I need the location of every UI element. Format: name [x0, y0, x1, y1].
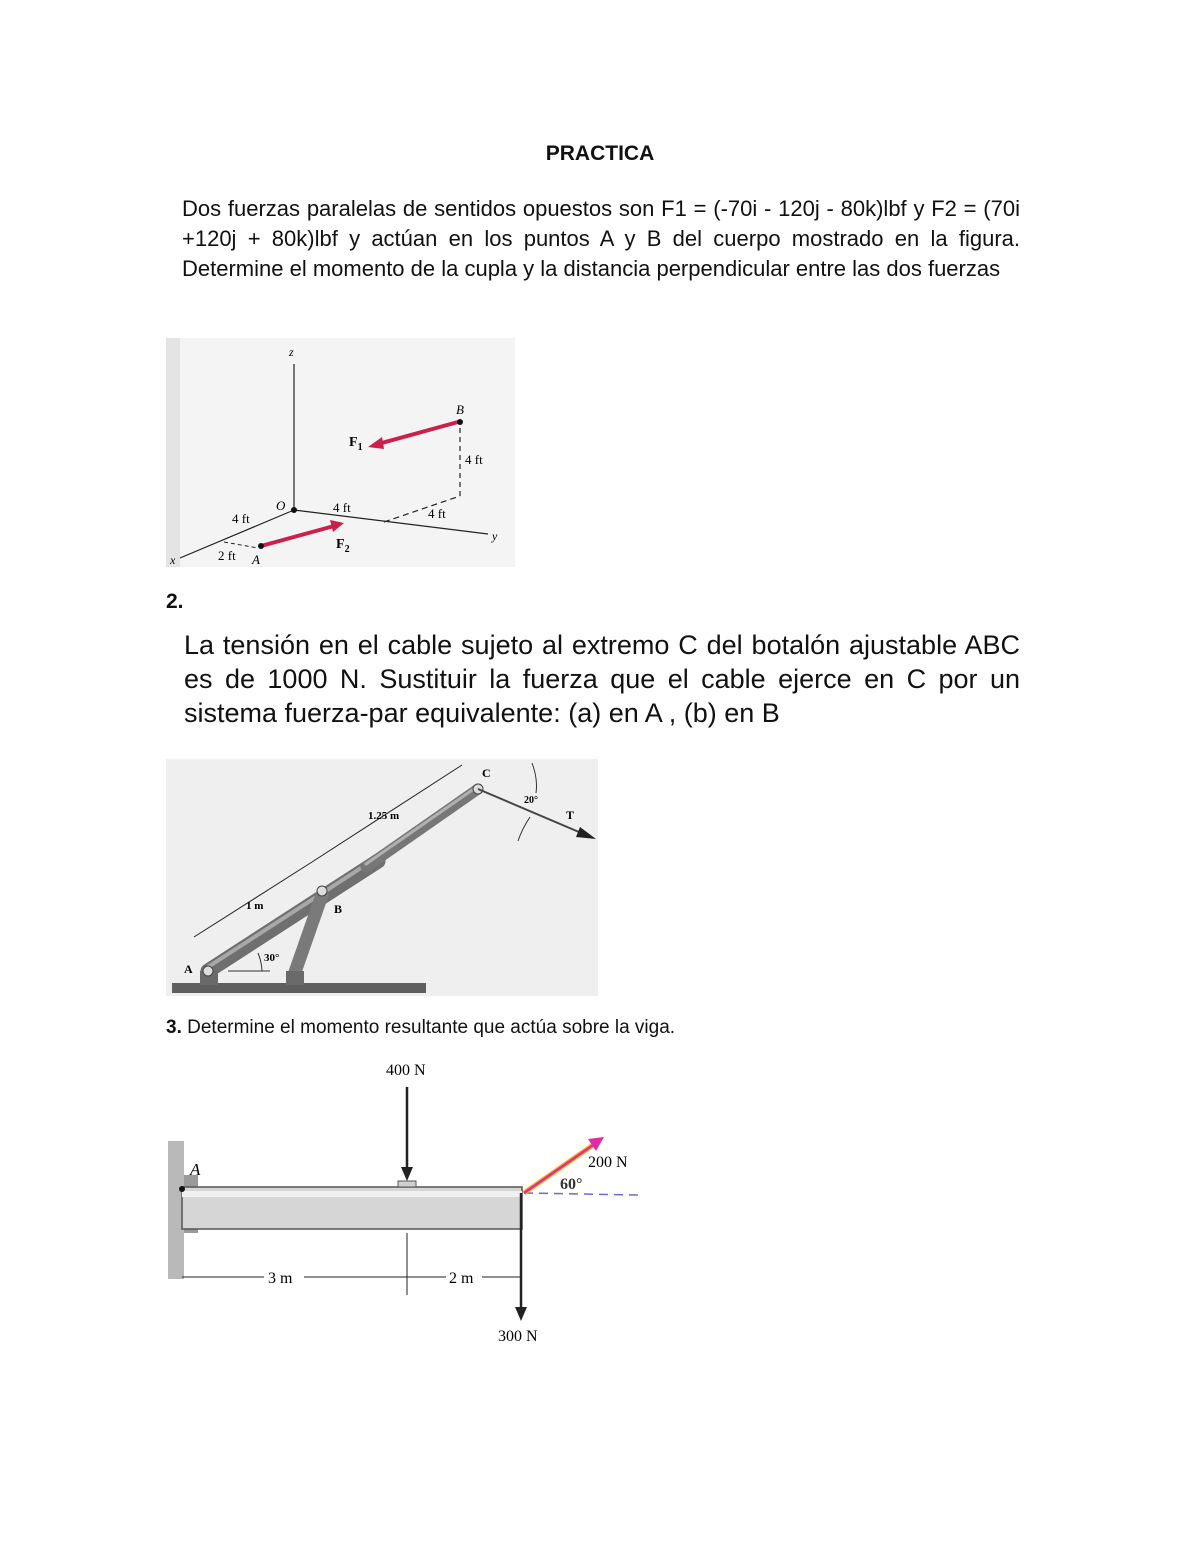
dim-2ft: 2 ft [218, 548, 236, 563]
reference-dash-line [524, 1193, 638, 1195]
label-a: A [252, 552, 260, 567]
dim-4ft-x: 4 ft [232, 511, 250, 526]
label-f2: $F_2$ [336, 537, 350, 555]
figure-cantilever-beam [160, 1055, 650, 1355]
point-b [457, 419, 463, 425]
problem-3-text: Determine el momento resultante que actúa sobre la viga. [181, 1017, 676, 1038]
label-60: 60° [560, 1176, 583, 1193]
label-f1: $F_1$ [349, 435, 363, 453]
problem-1-statement: Dos fuerzas paralelas de sentidos opuestos son F1 = (-70i - 120j - 80k)lbf y F2 = (70i +120j + 80k)lbf y actúan en los puntos A y B del cuerpo mostrado en la figura. Determine el momento de la cupla y la distancia perpendicular entre las dos fuerzas [182, 196, 1020, 281]
angle-30: 30° [264, 952, 280, 964]
label-a: A [190, 1160, 201, 1179]
dim-4ft-y1: 4 ft [333, 500, 351, 515]
problem-3-number: 3. [166, 1017, 182, 1038]
dim-2m: 2 m [449, 1270, 474, 1287]
point-a [258, 543, 264, 549]
label-o: O [276, 498, 286, 513]
figure-background [166, 338, 515, 567]
dim-1m: 1 m [246, 900, 264, 912]
figure-adjustable-boom [166, 759, 598, 996]
label-b: B [334, 902, 343, 916]
label-t: T [566, 808, 575, 822]
page-title: PRACTICA [545, 142, 655, 165]
pin-a [203, 966, 213, 976]
beam-highlight [182, 1191, 522, 1197]
figure-edge-shade [166, 338, 180, 567]
label-y: y [492, 529, 498, 543]
force-400-arrowhead [401, 1167, 413, 1181]
problem-2-number: 2. [166, 590, 184, 613]
label-z: z [289, 345, 294, 359]
label-a: A [184, 962, 193, 976]
label-x: x [170, 553, 176, 567]
label-300n: 300 N [498, 1328, 538, 1345]
support-strut-base [286, 971, 304, 985]
dim-125m: 1.25 m [368, 810, 400, 822]
label-c: C [482, 766, 491, 780]
label-200n: 200 N [588, 1154, 628, 1171]
dim-4ft-y2: 4 ft [428, 506, 446, 521]
problem-2-statement: La tensión en el cable sujeto al extremo C del botalón ajustable ABC es de 1000 N. Sustituir la fuerza que el cable ejerce en C por un sistema fuerza-par equivalente: (a) en A , (b) en B [184, 630, 1020, 728]
label-b: B [456, 402, 464, 417]
pin-b [317, 886, 327, 896]
problem-3-statement [166, 1017, 675, 1039]
point-a [179, 1186, 185, 1192]
dim-3m: 3 m [268, 1270, 293, 1287]
origin-point [291, 507, 297, 513]
dim-4ft-z: 4 ft [465, 452, 483, 467]
label-400n: 400 N [386, 1062, 426, 1079]
figure-parallel-forces [166, 338, 515, 567]
angle-20: 20° [524, 795, 538, 806]
force-300-arrowhead [515, 1307, 527, 1321]
load-plate [398, 1181, 416, 1187]
